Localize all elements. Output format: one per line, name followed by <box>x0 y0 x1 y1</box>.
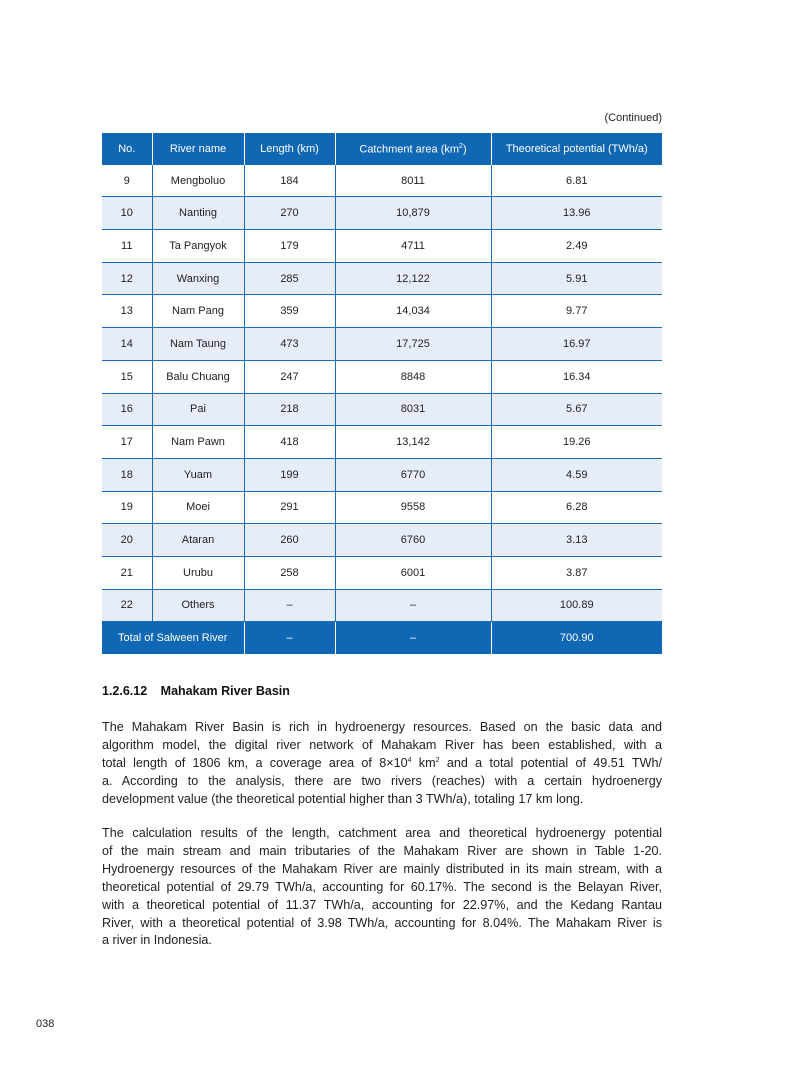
cell-length: – <box>244 589 335 622</box>
text-segment: km <box>411 755 436 770</box>
paragraph-line: The calculation results of the length, catchment area and theoretical hydroenergy potential <box>102 826 662 840</box>
cell-theoretical-potential: 13.96 <box>491 197 662 230</box>
cell-theoretical-potential: 6.28 <box>491 491 662 524</box>
cell-catchment-area: 8031 <box>335 393 491 426</box>
cell-river-name: Wanxing <box>152 262 244 295</box>
paragraph-line: of the main stream and main tributaries of the Mahakam River are shown in Table 1-20. <box>102 843 662 858</box>
page-number: 038 <box>36 1018 55 1030</box>
cell-catchment-area: 6001 <box>335 556 491 589</box>
paragraph-1 <box>102 719 662 809</box>
header-catchment-text: Catchment area (km <box>359 143 460 156</box>
cell-length: 418 <box>244 426 335 459</box>
paragraph-line: River, with a theoretical potential of 3.98 TWh/a, accounting for 8.04%. The Mahakam River is <box>102 915 662 930</box>
paragraph-line: Hydroenergy resources of the Mahakam River are mainly distributed in its main stream, with a <box>102 861 662 876</box>
paragraph-line: The Mahakam River Basin is rich in hydroenergy resources. Based on the basic data and <box>102 720 662 734</box>
cell-no: 21 <box>102 556 152 589</box>
table-row <box>102 393 662 426</box>
cell-river-name: Yuam <box>152 458 244 491</box>
cell-no: 20 <box>102 524 152 557</box>
total-theoretical-potential: 700.90 <box>491 622 662 654</box>
cell-no: 13 <box>102 295 152 328</box>
cell-length: 179 <box>244 230 335 263</box>
cell-river-name: Ta Pangyok <box>152 230 244 263</box>
header-theoretical-potential: Theoretical potential (TWh/a) <box>491 133 662 165</box>
section-number: 1.2.6.12 <box>102 684 148 698</box>
cell-no: 17 <box>102 426 152 459</box>
cell-no: 22 <box>102 589 152 622</box>
cell-theoretical-potential: 3.87 <box>491 556 662 589</box>
cell-length: 258 <box>244 556 335 589</box>
paragraph-line: a river in Indonesia. <box>102 933 212 948</box>
cell-river-name: Pai <box>152 393 244 426</box>
cell-catchment-area: 9558 <box>335 491 491 524</box>
superscript: 2 <box>435 756 440 764</box>
cell-length: 199 <box>244 458 335 491</box>
cell-length: 285 <box>244 262 335 295</box>
text-segment: and a total potential of 49.51 TWh/ <box>439 755 662 770</box>
cell-theoretical-potential: 16.97 <box>491 328 662 361</box>
cell-no: 12 <box>102 262 152 295</box>
cell-theoretical-potential: 6.81 <box>491 165 662 197</box>
table-body <box>102 165 662 654</box>
table-row <box>102 589 662 622</box>
paragraph-line: with a theoretical potential of 11.37 TWh/a, accounting for 22.97%, and the Kedang Rantau <box>102 897 662 912</box>
cell-catchment-area: 14,034 <box>335 295 491 328</box>
cell-length: 184 <box>244 165 335 197</box>
cell-river-name: Nam Pawn <box>152 426 244 459</box>
cell-no: 19 <box>102 491 152 524</box>
section-heading <box>102 684 290 698</box>
table-row <box>102 360 662 393</box>
table-row <box>102 197 662 230</box>
cell-theoretical-potential: 100.89 <box>491 589 662 622</box>
text-segment: total length of 1806 km, a coverage area of 8×10 <box>102 755 408 770</box>
cell-no: 10 <box>102 197 152 230</box>
table-row <box>102 165 662 197</box>
header-no: No. <box>102 133 152 165</box>
header-river-name: River name <box>152 133 244 165</box>
cell-river-name: Urubu <box>152 556 244 589</box>
cell-length: 247 <box>244 360 335 393</box>
cell-river-name: Mengboluo <box>152 165 244 197</box>
cell-no: 18 <box>102 458 152 491</box>
cell-length: 270 <box>244 197 335 230</box>
total-catchment-area: – <box>335 622 491 654</box>
table-header-row <box>102 133 662 165</box>
cell-length: 260 <box>244 524 335 557</box>
table-row <box>102 230 662 263</box>
cell-river-name: Moei <box>152 491 244 524</box>
cell-river-name: Nam Pang <box>152 295 244 328</box>
cell-length: 218 <box>244 393 335 426</box>
cell-catchment-area: 6770 <box>335 458 491 491</box>
cell-theoretical-potential: 4.59 <box>491 458 662 491</box>
paragraph-2 <box>102 825 662 950</box>
total-length: – <box>244 622 335 654</box>
cell-no: 11 <box>102 230 152 263</box>
cell-river-name: Nam Taung <box>152 328 244 361</box>
section-title: Mahakam River Basin <box>160 684 290 698</box>
table-row <box>102 295 662 328</box>
cell-catchment-area: 8848 <box>335 360 491 393</box>
cell-theoretical-potential: 3.13 <box>491 524 662 557</box>
paragraph-line: algorithm model, the digital river network of Mahakam River has been established, with a <box>102 737 662 752</box>
paragraph-line: development value (the theoretical potential higher than 3 TWh/a), totaling 17 km long. <box>102 791 584 806</box>
river-table <box>102 133 662 654</box>
cell-river-name: Others <box>152 589 244 622</box>
cell-catchment-area: 12,122 <box>335 262 491 295</box>
cell-theoretical-potential: 5.91 <box>491 262 662 295</box>
cell-no: 14 <box>102 328 152 361</box>
cell-catchment-area: 13,142 <box>335 426 491 459</box>
paragraph-line <box>102 755 662 773</box>
table-row <box>102 491 662 524</box>
paragraph-line: a. According to the analysis, there are two rivers (reaches) with a certain hydroenergy <box>102 773 662 788</box>
table-row <box>102 556 662 589</box>
header-catchment-area: Catchment area $(km^2)$ <box>335 133 491 165</box>
table-row <box>102 426 662 459</box>
table-row <box>102 262 662 295</box>
cell-theoretical-potential: 5.67 <box>491 393 662 426</box>
header-sup: 2 <box>459 142 463 150</box>
cell-theoretical-potential: 2.49 <box>491 230 662 263</box>
cell-no: 15 <box>102 360 152 393</box>
continued-label: (Continued) <box>604 112 662 124</box>
cell-length: 291 <box>244 491 335 524</box>
table-row <box>102 524 662 557</box>
cell-river-name: Balu Chuang <box>152 360 244 393</box>
cell-no: 9 <box>102 165 152 197</box>
cell-river-name: Nanting <box>152 197 244 230</box>
cell-catchment-area: 8011 <box>335 165 491 197</box>
table-row <box>102 458 662 491</box>
cell-theoretical-potential: 9.77 <box>491 295 662 328</box>
total-label: Total of Salween River <box>102 622 244 654</box>
header-length: Length (km) <box>244 133 335 165</box>
paragraph-line: theoretical potential of 29.79 TWh/a, accounting for 60.17%. The second is the Belayan River, <box>102 879 662 894</box>
cell-catchment-area: – <box>335 589 491 622</box>
cell-length: 473 <box>244 328 335 361</box>
cell-theoretical-potential: 19.26 <box>491 426 662 459</box>
superscript: 4 <box>407 756 412 764</box>
cell-river-name: Ataran <box>152 524 244 557</box>
cell-catchment-area: 17,725 <box>335 328 491 361</box>
table-total-row <box>102 622 662 654</box>
cell-catchment-area: 4711 <box>335 230 491 263</box>
cell-length: 359 <box>244 295 335 328</box>
cell-catchment-area: 10,879 <box>335 197 491 230</box>
table-row <box>102 328 662 361</box>
cell-catchment-area: 6760 <box>335 524 491 557</box>
cell-theoretical-potential: 16.34 <box>491 360 662 393</box>
cell-no: 16 <box>102 393 152 426</box>
